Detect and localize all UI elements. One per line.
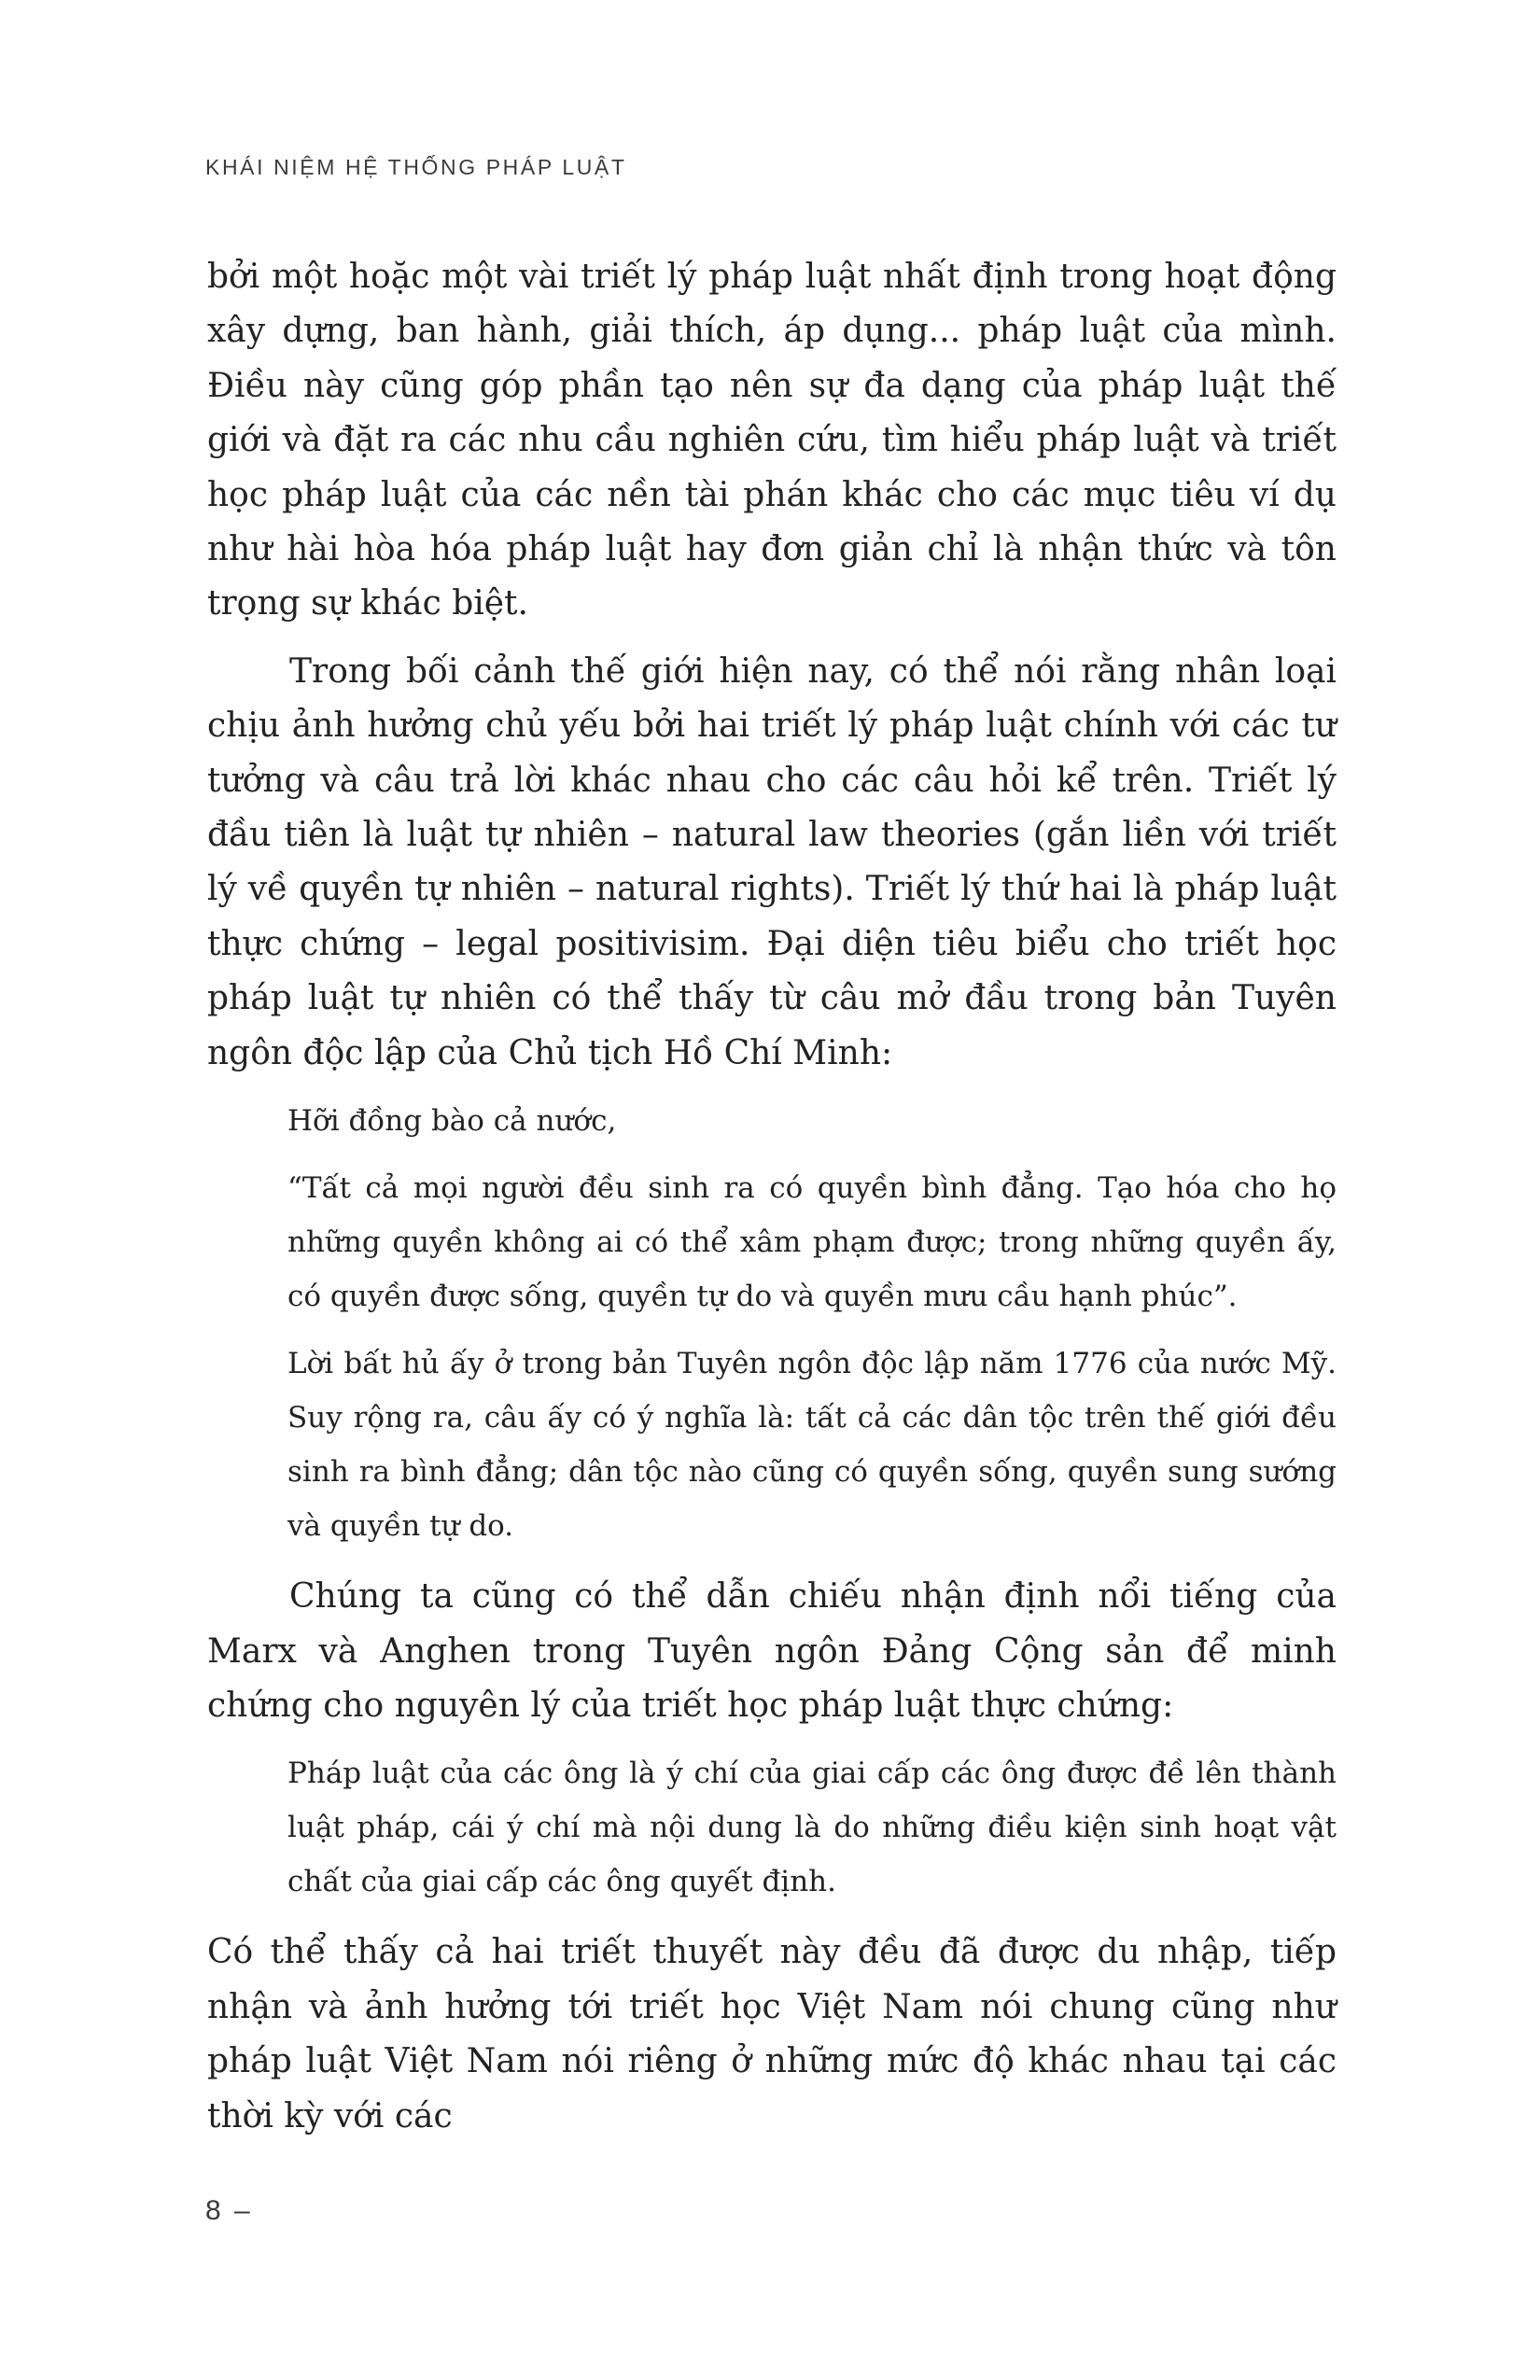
paragraph-continuation: bởi một hoặc một vài triết lý pháp luật nhất định trong hoạt động xây dựng, ban hành, giải thích, áp dụng... pháp luật của mình. Điều này cũng góp phần tạo nên sự đa dạng của pháp luật thế giới và đặt ra các nhu cầu nghiên cứu, tìm hiểu pháp luật và triết học pháp luật của các nền tài phán khác cho các mục tiêu ví dụ như hài hòa hóa pháp luật hay đơn giản chỉ là nhận thức và tôn trọng sự khác biệt.	[207, 258, 1337, 623]
quote-salutation: Hỡi đồng bào cả nước,	[287, 1104, 617, 1139]
body-text	[207, 250, 1337, 2144]
communist-manifesto-quote	[287, 1746, 1337, 1909]
independence-declaration-quote	[287, 1094, 1337, 1553]
quote-paragraph-rights: “Tất cả mọi người đều sinh ra có quyền bình đẳng. Tạo hóa cho họ những quyền không ai có thể xâm phạm được; trong những quyền ấy, có quyền được sống, quyền tự do và quyền mưu cầu hạnh phúc”.	[287, 1171, 1337, 1314]
quote-paragraph-1776: Lời bất hủ ấy ở trong bản Tuyên ngôn độc lập năm 1776 của nước Mỹ. Suy rộng ra, câu ấy có ý nghĩa là: tất cả các dân tộc trên thế giới đều sinh ra bình đẳng; dân tộc nào cũng có quyền sống, quyền sung sướng và quyền tự do.	[287, 1347, 1337, 1544]
paragraph-philosophies: Trong bối cảnh thế giới hiện nay, có thể nói rằng nhân loại chịu ảnh hưởng chủ yếu bởi hai triết lý pháp luật chính với các tư tưởng và câu trả lời khác nhau cho các câu hỏi kể trên. Triết lý đầu tiên là luật tự nhiên – natural law theories (gắn liền với triết lý về quyền tự nhiên – natural rights). Triết lý thứ hai là pháp luật thực chứng – legal positivisim. Đại diện tiêu biểu cho triết học pháp luật tự nhiên có thể thấy từ câu mở đầu trong bản Tuyên ngôn độc lập của Chủ tịch Hồ Chí Minh:	[207, 651, 1337, 1072]
running-header: KHÁI NIỆM HỆ THỐNG PHÁP LUẬT	[205, 155, 627, 179]
paragraph-conclusion: Có thể thấy cả hai triết thuyết này đều đã được du nhập, tiếp nhận và ảnh hưởng tới triết học Việt Nam nói chung cũng như pháp luật Việt Nam nói riêng ở những mức độ khác nhau tại các thời kỳ với các	[207, 1933, 1337, 2135]
quote-paragraph-law-will: Pháp luật của các ông là ý chí của giai cấp các ông được đề lên thành luật pháp, cái ý chí mà nội dung là do những điều kiện sinh hoạt vật chất của giai cấp các ông quyết định.	[287, 1757, 1337, 1899]
paragraph-marx-engels: Chúng ta cũng có thể dẫn chiếu nhận định nổi tiếng của Marx và Anghen trong Tuyên ngôn Đảng Cộng sản để minh chứng cho nguyên lý của triết học pháp luật thực chứng:	[207, 1577, 1337, 1725]
page-number: 8 –	[205, 2195, 253, 2226]
